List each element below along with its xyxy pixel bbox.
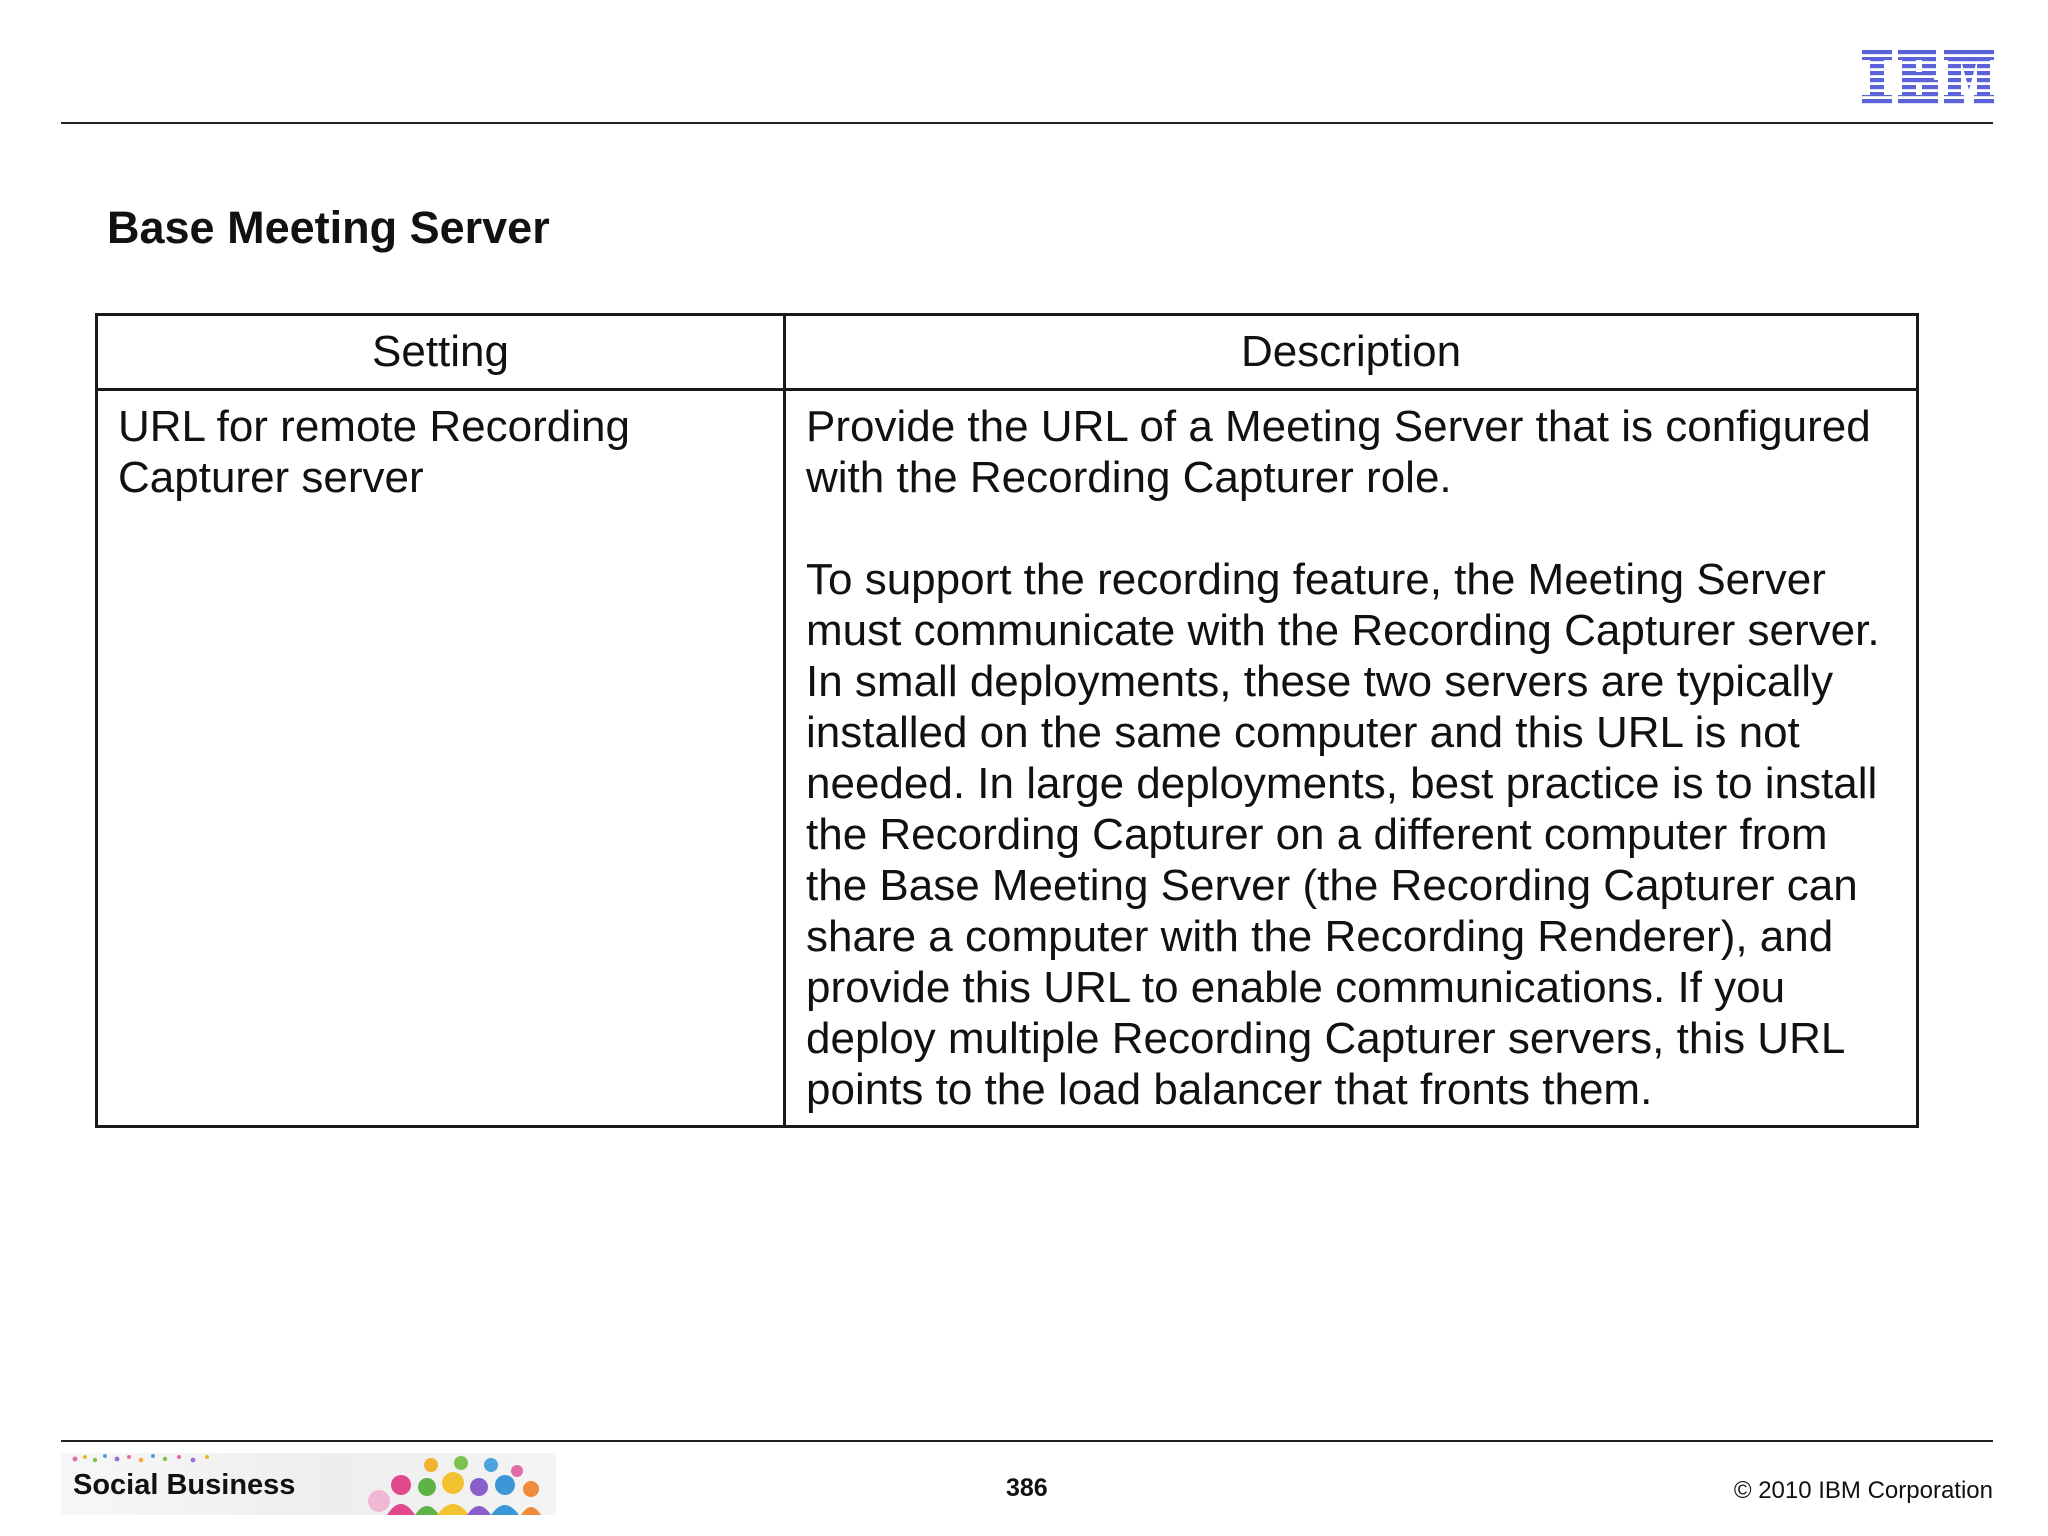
column-header-description: Description bbox=[785, 315, 1918, 390]
ibm-logo bbox=[1862, 50, 1994, 105]
header-divider bbox=[61, 122, 1993, 124]
table-header-row bbox=[97, 315, 1918, 390]
description-paragraph: To support the recording feature, the Meeting Server must communicate with the Recording Capturer server. In small deployments, these two servers are typically installed on the same computer and this URL is not needed. In large deployments, best practice is to install the Recording Capturer on a different computer from the Base Meeting Server (the Recording Capturer can share a computer with the Recording Renderer), and provide this URL to enable communications. If you deploy multiple Recording Capturer servers, this URL points to the load balancer that fronts them. bbox=[806, 555, 1880, 1114]
copyright-notice: © 2010 IBM Corporation bbox=[1733, 1477, 1993, 1504]
table-row bbox=[97, 390, 1918, 1127]
settings-table bbox=[95, 313, 1919, 1128]
description-cell bbox=[785, 390, 1918, 1127]
page-title: Base Meeting Server bbox=[107, 202, 550, 253]
column-header-setting: Setting bbox=[97, 315, 785, 390]
banner-label: Social Business bbox=[73, 1469, 296, 1501]
footer-divider bbox=[61, 1440, 1993, 1442]
description-paragraph: Provide the URL of a Meeting Server that is configured with the Recording Capturer role. bbox=[806, 402, 1871, 502]
social-business-banner bbox=[61, 1453, 556, 1515]
page-number: 386 bbox=[1006, 1474, 1048, 1502]
setting-cell: URL for remote Recording Capturer server bbox=[97, 390, 785, 1127]
people-illustration bbox=[361, 1453, 556, 1515]
